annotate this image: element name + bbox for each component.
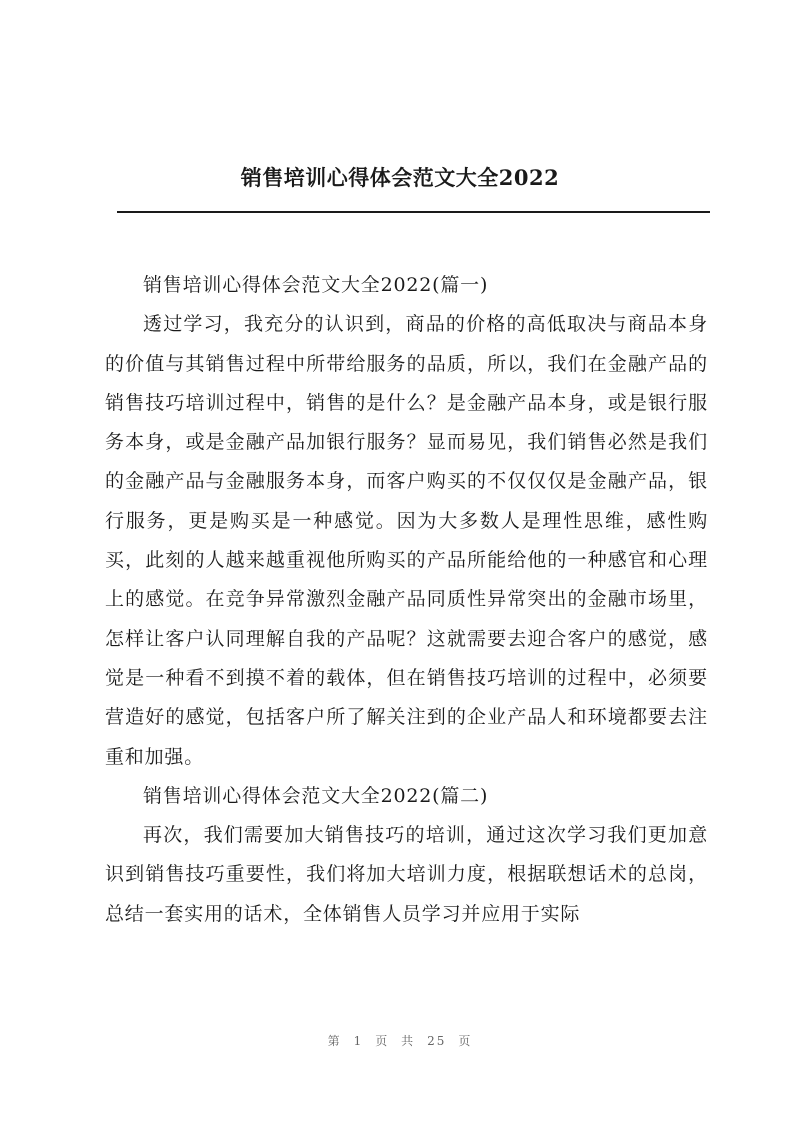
footer-middle: 页 共 xyxy=(375,1034,416,1048)
footer-suffix: 页 xyxy=(458,1034,473,1048)
section-heading-1: 销售培训心得体会范文大全2022(篇一) xyxy=(143,274,489,296)
page-footer xyxy=(0,1032,800,1049)
body-paragraph-1: 透过学习，我充分的认识到，商品的价格的高低取决与商品本身的价值与其销售过程中所带给服务的品质，所以，我们在金融产品的销售技巧培训过程中，销售的是什么？是金融产品本身，或是银行服务本身，或是金融产品加银行服务？显而易见，我们销售必然是我们的金融产品与金融服务本身，而客户购买的不仅仅仅是金融产品，银行服务，更是购买是一种感觉。因为大多数人是理性思维，感性购买，此刻的人越来越重视他所购买的产品所能给他的一种感官和心理上的感觉。在竞争异常激烈金融产品同质性异常突出的金融市场里，怎样让客户认同理解自我的产品呢？这就需要去迎合客户的感觉，感觉是一种看不到摸不着的载体，但在销售技巧培训的过程中，必须要营造好的感觉，包括客户所了解关注到的企业产品人和环境都要去注重和加强。 xyxy=(105,313,708,768)
footer-prefix: 第 xyxy=(327,1034,342,1048)
footer-current-page: 1 xyxy=(353,1034,364,1048)
title-underline xyxy=(117,211,710,213)
document-title: 销售培训心得体会范文大全2022 xyxy=(240,165,560,190)
section-heading-2: 销售培训心得体会范文大全2022(篇二) xyxy=(143,784,489,807)
footer-total-pages: 25 xyxy=(427,1034,447,1048)
document-body xyxy=(105,266,708,934)
body-paragraph-2: 再次，我们需要加大销售技巧的培训，通过这次学习我们更加意识到销售技巧重要性，我们将加大培训力度，根据联想话术的总岗，总结一套实用的话术，全体销售人员学习并应用于实际 xyxy=(105,824,708,925)
